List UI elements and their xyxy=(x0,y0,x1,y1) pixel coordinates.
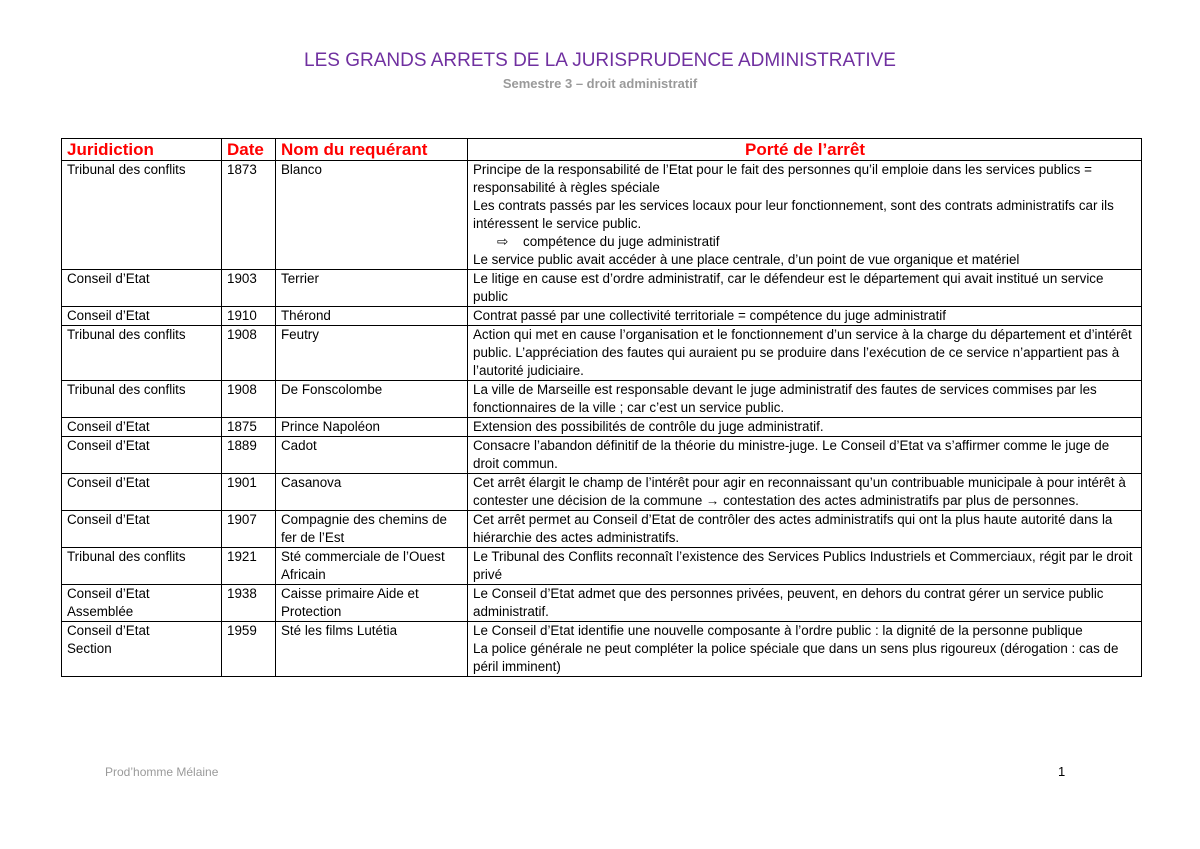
table-row xyxy=(62,548,1142,585)
cell-juridiction xyxy=(62,437,222,474)
cell-nom: Compagnie des chemins de fer de l’Est xyxy=(276,511,468,548)
juridiction-text: Tribunal des conflits xyxy=(67,162,186,177)
portee-text: Consacre l’abandon définitif de la théorie du ministre-juge. Le Conseil d’Etat va s’affirmer comme le juge de droit commun. xyxy=(473,438,1110,471)
cell-nom: Casanova xyxy=(276,474,468,511)
cell-nom: Terrier xyxy=(276,270,468,307)
cell-juridiction xyxy=(62,474,222,511)
portee-text: Le litige en cause est d’ordre administratif, car le défendeur est le département qui avait institué un service public xyxy=(473,271,1104,304)
table-row xyxy=(62,270,1142,307)
juridiction-text: Conseil d’Etat xyxy=(67,271,150,286)
portee-text: Action qui met en cause l’organisation et le fonctionnement d’un service à la charge du département et d’intérêt public. L’appréciation des fautes qui auraient pu se produire dans l’exécution de ce service n’appartient pas à l’autorité judiciaire. xyxy=(473,327,1132,378)
header-date: Date xyxy=(222,139,276,161)
portee-arrow-line xyxy=(473,233,1137,251)
juridiction-text: Section xyxy=(67,641,112,656)
table-row xyxy=(62,307,1142,326)
cell-portee xyxy=(468,511,1142,548)
cell-date: 1908 xyxy=(222,326,276,381)
footer-author: Prod’homme Mélaine xyxy=(105,765,219,779)
arrow-right-icon: ⇨ xyxy=(497,234,509,249)
cell-juridiction xyxy=(62,161,222,270)
page-number: 1 xyxy=(1058,764,1066,779)
table-row xyxy=(62,474,1142,511)
table-row xyxy=(62,161,1142,270)
portee-text: Le Conseil d’Etat identifie une nouvelle composante à l’ordre public : la dignité de la personne publique xyxy=(473,623,1083,638)
portee-text: Extension des possibilités de contrôle du juge administratif. xyxy=(473,419,824,434)
portee-text: Le service public avait accéder à une place centrale, d’un point de vue organique et matériel xyxy=(473,252,1020,267)
cell-portee xyxy=(468,474,1142,511)
header-juridiction: Juridiction xyxy=(62,139,222,161)
table-row xyxy=(62,437,1142,474)
cell-portee xyxy=(468,437,1142,474)
cell-portee xyxy=(468,326,1142,381)
cell-portee xyxy=(468,381,1142,418)
cell-nom: Blanco xyxy=(276,161,468,270)
cell-portee xyxy=(468,418,1142,437)
document-subtitle: Semestre 3 – droit administratif xyxy=(502,76,698,91)
juridiction-text: Conseil d’Etat xyxy=(67,623,150,638)
cell-date: 1903 xyxy=(222,270,276,307)
portee-text: Les contrats passés par les services locaux pour leur fonctionnement, sont des contrats administratifs car ils intéressent le service public. xyxy=(473,198,1114,231)
cell-date: 1921 xyxy=(222,548,276,585)
table-row xyxy=(62,622,1142,677)
juridiction-text: Conseil d’Etat xyxy=(67,308,150,323)
cell-nom: Prince Napoléon xyxy=(276,418,468,437)
table-row xyxy=(62,585,1142,622)
cell-date: 1875 xyxy=(222,418,276,437)
juridiction-text: Conseil d’Etat xyxy=(67,438,150,453)
cell-date: 1873 xyxy=(222,161,276,270)
cell-date: 1959 xyxy=(222,622,276,677)
table-row xyxy=(62,326,1142,381)
cell-portee xyxy=(468,270,1142,307)
portee-text: compétence du juge administratif xyxy=(523,234,720,249)
cell-juridiction xyxy=(62,270,222,307)
cell-nom: Caisse primaire Aide et Protection xyxy=(276,585,468,622)
juridiction-text: Conseil d’Etat xyxy=(67,512,150,527)
header-nom: Nom du requérant xyxy=(276,139,468,161)
cell-portee xyxy=(468,548,1142,585)
portee-text: Cet arrêt élargit le champ de l’intérêt pour agir en reconnaissant qu’un contribuable municipale à pour intérêt à contester une décision de la commune → contestation des actes administratifs par plus de personnes. xyxy=(473,475,1126,508)
juridiction-text: Conseil d’Etat xyxy=(67,475,150,490)
cell-date: 1901 xyxy=(222,474,276,511)
cell-juridiction xyxy=(62,585,222,622)
header-portee: Porté de l’arrêt xyxy=(468,139,1142,161)
portee-text: Le Conseil d’Etat admet que des personnes privées, peuvent, en dehors du contrat gérer un service public administratif. xyxy=(473,586,1104,619)
cell-juridiction xyxy=(62,307,222,326)
juridiction-text: Tribunal des conflits xyxy=(67,549,186,564)
cell-juridiction xyxy=(62,622,222,677)
portee-text: Principe de la responsabilité de l’Etat pour le fait des personnes qu’il emploie dans les services publics = responsabilité à règles spéciale xyxy=(473,162,1092,195)
cell-nom: Feutry xyxy=(276,326,468,381)
portee-text: Contrat passé par une collectivité territoriale = compétence du juge administratif xyxy=(473,308,947,323)
cell-date: 1889 xyxy=(222,437,276,474)
cell-juridiction xyxy=(62,326,222,381)
cell-juridiction xyxy=(62,381,222,418)
table-header-row xyxy=(62,139,1142,161)
juridiction-text: Tribunal des conflits xyxy=(67,382,186,397)
juridiction-text: Assemblée xyxy=(67,604,134,619)
juridiction-text: Conseil d’Etat xyxy=(67,586,150,601)
cell-portee xyxy=(468,307,1142,326)
cell-date: 1907 xyxy=(222,511,276,548)
cell-nom: Cadot xyxy=(276,437,468,474)
cell-portee xyxy=(468,585,1142,622)
cell-date: 1908 xyxy=(222,381,276,418)
table-row xyxy=(62,381,1142,418)
cell-nom: Thérond xyxy=(276,307,468,326)
cell-juridiction xyxy=(62,511,222,548)
jurisprudence-table xyxy=(61,138,1142,677)
cell-portee xyxy=(468,622,1142,677)
cell-juridiction xyxy=(62,418,222,437)
cell-nom: Sté les films Lutétia xyxy=(276,622,468,677)
cell-nom: De Fonscolombe xyxy=(276,381,468,418)
juridiction-text: Conseil d’Etat xyxy=(67,419,150,434)
table-row xyxy=(62,418,1142,437)
cell-nom: Sté commerciale de l’Ouest Africain xyxy=(276,548,468,585)
document-title: LES GRANDS ARRETS DE LA JURISPRUDENCE ADMINISTRATIVE xyxy=(304,50,896,71)
portee-text: Cet arrêt permet au Conseil d’Etat de contrôler des actes administratifs qui ont la plus haute autorité dans la hiérarchie des actes administratifs. xyxy=(473,512,1113,545)
cell-portee xyxy=(468,161,1142,270)
portee-text: Le Tribunal des Conflits reconnaît l’existence des Services Publics Industriels et Commerciaux, régit par le droit privé xyxy=(473,549,1133,582)
cell-juridiction xyxy=(62,548,222,585)
portee-text: La ville de Marseille est responsable devant le juge administratif des fautes de services commises par les fonctionnaires de la ville ; car c’est un service public. xyxy=(473,382,1097,415)
table-body xyxy=(62,161,1142,677)
cell-date: 1938 xyxy=(222,585,276,622)
cell-date: 1910 xyxy=(222,307,276,326)
portee-text: La police générale ne peut compléter la police spéciale que dans un sens plus rigoureux (dérogation : cas de péril imminent) xyxy=(473,641,1119,674)
juridiction-text: Tribunal des conflits xyxy=(67,327,186,342)
table-row xyxy=(62,511,1142,548)
